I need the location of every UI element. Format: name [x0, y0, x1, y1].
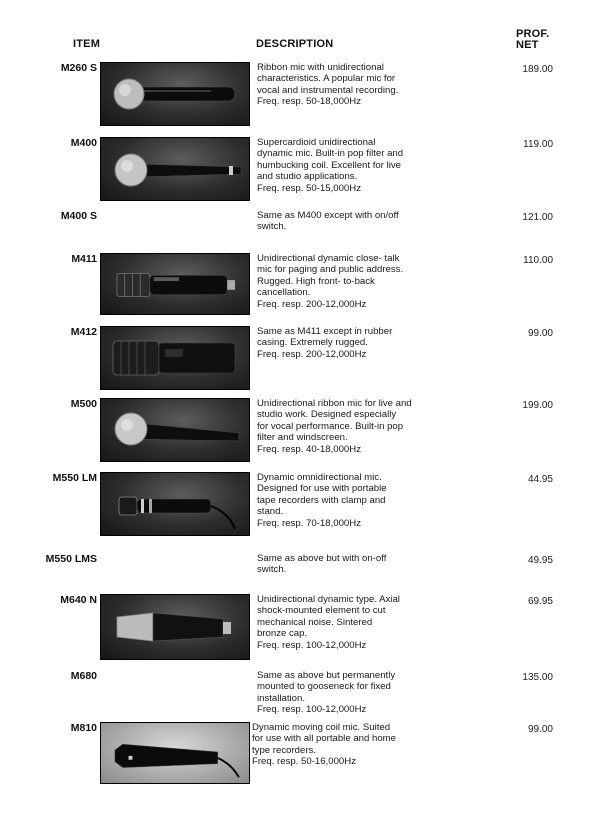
product-code: M550 LM	[52, 472, 97, 484]
microphone-photo	[100, 472, 250, 536]
microphone-photo	[100, 594, 250, 660]
product-price: 99.00	[527, 328, 553, 339]
product-description: Ribbon mic with unidirectional characteristics. A popular mic for vocal and instrumental recording. Freq. resp. 50-18,000Hz	[257, 62, 399, 108]
microphone-photo	[100, 62, 250, 126]
product-price: 49.95	[527, 555, 553, 566]
close-talk-mic-drawing	[101, 254, 249, 314]
product-code: M500	[70, 398, 97, 410]
product-code: M550 LMS	[45, 553, 97, 565]
moving-coil-mic-drawing	[101, 723, 249, 783]
product-price: 199.00	[522, 400, 553, 411]
product-price: 121.00	[522, 212, 553, 223]
price-header-line1: PROF.	[516, 28, 550, 40]
product-code: M400 S	[60, 210, 97, 222]
microphone-photo	[100, 137, 250, 201]
product-description: Same as above but permanently mounted to gooseneck for fixed installation. Freq. resp. 100-12,000Hz	[257, 670, 396, 716]
dynamic-mic-drawing	[101, 138, 249, 200]
omni-mic-drawing	[101, 473, 249, 535]
product-description: Same as M411 except in rubber casing. Extremely rugged. Freq. resp. 200-12,000Hz	[257, 326, 393, 360]
product-price: 135.00	[522, 672, 553, 683]
price-header-line2: NET	[516, 39, 539, 51]
vocal-ribbon-mic-drawing	[101, 399, 249, 461]
microphone-photo	[100, 253, 250, 315]
microphone-photo	[100, 326, 250, 390]
product-description: Unidirectional dynamic type. Axial shock-mounted element to cut mechanical noise. Sintered bronze cap. Freq. resp. 100-12,000Hz	[257, 594, 400, 651]
microphone-photo	[100, 722, 250, 784]
microphone-photo	[100, 398, 250, 462]
product-code: M412	[70, 326, 97, 338]
product-code: M680	[70, 670, 97, 682]
axial-mic-drawing	[101, 595, 249, 659]
product-code: M640 N	[60, 594, 97, 606]
item-column-header: ITEM	[73, 38, 101, 50]
product-description: Dynamic omnidirectional mic. Designed for use with portable tape recorders with clamp and stand. Freq. resp. 70-18,000Hz	[257, 472, 387, 529]
product-code: M260 S	[60, 62, 97, 74]
product-price: 69.95	[527, 596, 553, 607]
product-price: 44.95	[527, 474, 553, 485]
product-description: Same as above but with on-off switch.	[257, 553, 387, 576]
product-description: Supercardioid unidirectional dynamic mic. Built-in pop filter and humbucking coil. Excellent for live and studio applications. Freq. resp. 50-15,000Hz	[257, 137, 404, 194]
product-price: 110.00	[523, 255, 553, 266]
product-description: Unidirectional ribbon mic for live and studio work. Designed especially for vocal performance. Built-in pop filter and windscreen. Freq. resp. 40-18,000Hz	[257, 398, 412, 455]
product-description: Same as M400 except with on/off switch.	[257, 210, 399, 233]
product-code: M810	[70, 722, 97, 734]
product-description: Dynamic moving coil mic. Suited for use with all portable and home type recorders. Freq. resp. 50-16,000Hz	[252, 722, 396, 768]
product-description: Unidirectional dynamic close- talk mic for paging and public address. Rugged. High front- to-back cancellation. Freq. resp. 200-12,000Hz	[257, 253, 404, 310]
description-column-header: DESCRIPTION	[256, 38, 334, 50]
product-code: M400	[70, 137, 97, 149]
product-price: 119.00	[523, 139, 553, 150]
price-column-header	[516, 29, 556, 51]
product-price: 99.00	[527, 724, 553, 735]
rubber-cased-mic-drawing	[101, 327, 249, 389]
ribbon-mic-drawing	[101, 63, 249, 125]
product-price: 189.00	[522, 64, 553, 75]
product-code: M411	[71, 253, 97, 265]
